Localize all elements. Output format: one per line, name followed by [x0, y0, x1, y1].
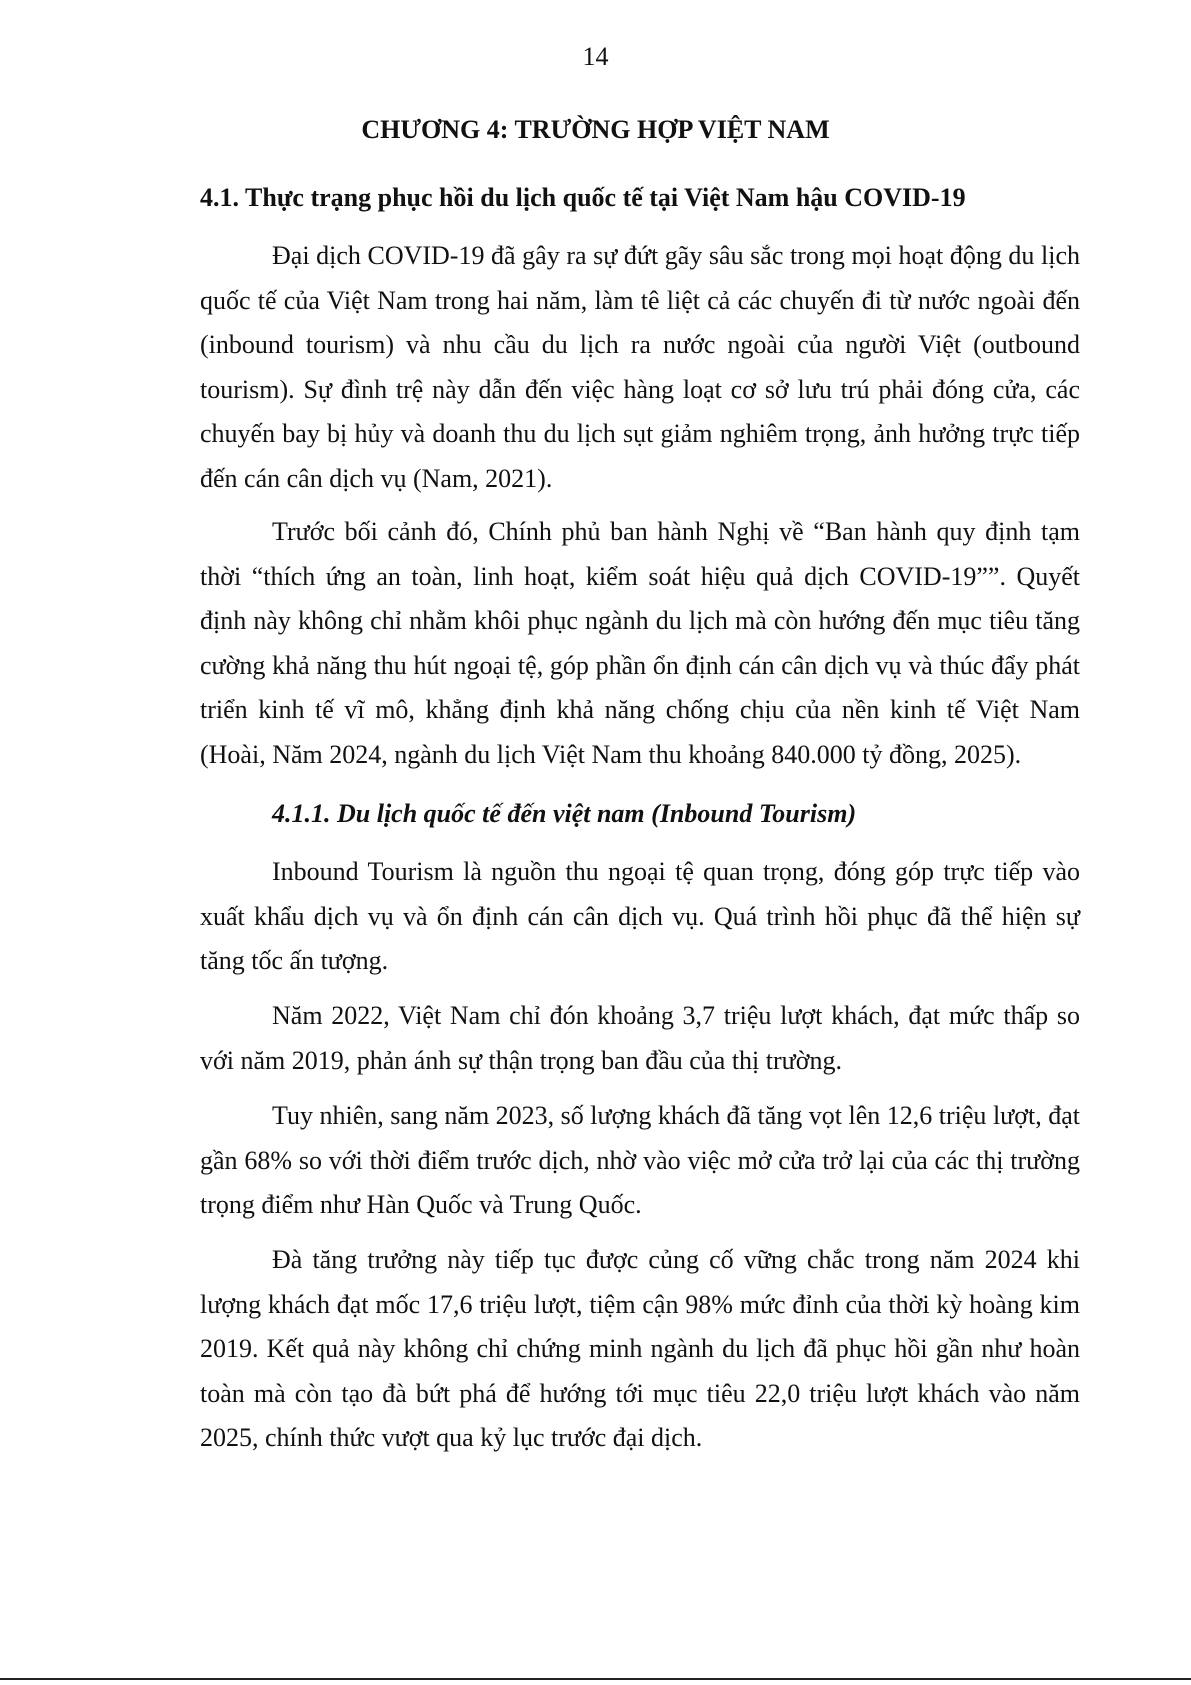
subsection-paragraph: Đà tăng trưởng này tiếp tục được củng cố vững chắc trong năm 2024 khi lượng khách đạt mốc 17,6 triệu lượt, tiệm cận 98% mức đỉnh của thời kỳ hoàng kim 2019. Kết quả này không chỉ chứng minh ngành du lịch đã phục hồi gần như hoàn toàn mà còn tạo đà bứt phá để hướng tới mục tiêu 22,0 triệu lượt khách vào năm 2025, chính thức vượt qua kỷ lục trước đại dịch.	[200, 1245, 1080, 1452]
subsection-paragraph: Inbound Tourism là nguồn thu ngoại tệ quan trọng, đóng góp trực tiếp vào xuất khẩu dịch vụ và ổn định cán cân dịch vụ. Quá trình hồi phục đã thể hiện sự tăng tốc ấn tượng.	[200, 857, 1080, 975]
page-number: 14	[582, 42, 609, 71]
page-bottom-rule	[0, 1678, 1191, 1680]
section-paragraph: Trước bối cảnh đó, Chính phủ ban hành Nghị về “Ban hành quy định tạm thời “thích ứng an toàn, linh hoạt, kiểm soát hiệu quả dịch COVID-19””. Quyết định này không chỉ nhằm khôi phục ngành du lịch mà còn hướng đến mục tiêu tăng cường khả năng thu hút ngoại tệ, góp phần ổn định cán cân dịch vụ và thúc đẩy phát triển kinh tế vĩ mô, khẳng định khả năng chống chịu của nền kinh tế Việt Nam (Hoài, Năm 2024, ngành du lịch Việt Nam thu khoảng 840.000 tỷ đồng, 2025).	[200, 517, 1080, 769]
subsection-paragraph: Năm 2022, Việt Nam chỉ đón khoảng 3,7 triệu lượt khách, đạt mức thấp so với năm 2019, phản ánh sự thận trọng ban đầu của thị trường.	[200, 1001, 1080, 1075]
subsection-heading: 4.1.1. Du lịch quốc tế đến việt nam (Inbound Tourism)	[272, 799, 857, 828]
section-paragraph: Đại dịch COVID-19 đã gây ra sự đứt gãy sâu sắc trong mọi hoạt động du lịch quốc tế của Việt Nam trong hai năm, làm tê liệt cả các chuyến đi từ nước ngoài đến (inbound tourism) và nhu cầu du lịch ra nước ngoài của người Việt (outbound tourism). Sự đình trệ này dẫn đến việc hàng loạt cơ sở lưu trú phải đóng cửa, các chuyến bay bị hủy và doanh thu du lịch sụt giảm nghiêm trọng, ảnh hưởng trực tiếp đến cán cân dịch vụ (Nam, 2021).	[200, 241, 1080, 493]
section-heading: 4.1. Thực trạng phục hồi du lịch quốc tế tại Việt Nam hậu COVID-19	[200, 183, 966, 212]
subsection-paragraph: Tuy nhiên, sang năm 2023, số lượng khách đã tăng vọt lên 12,6 triệu lượt, đạt gần 68% so với thời điểm trước dịch, nhờ vào việc mở cửa trở lại của các thị trường trọng điểm như Hàn Quốc và Trung Quốc.	[200, 1101, 1080, 1219]
chapter-title: CHƯƠNG 4: TRƯỜNG HỢP VIỆT NAM	[361, 115, 830, 144]
